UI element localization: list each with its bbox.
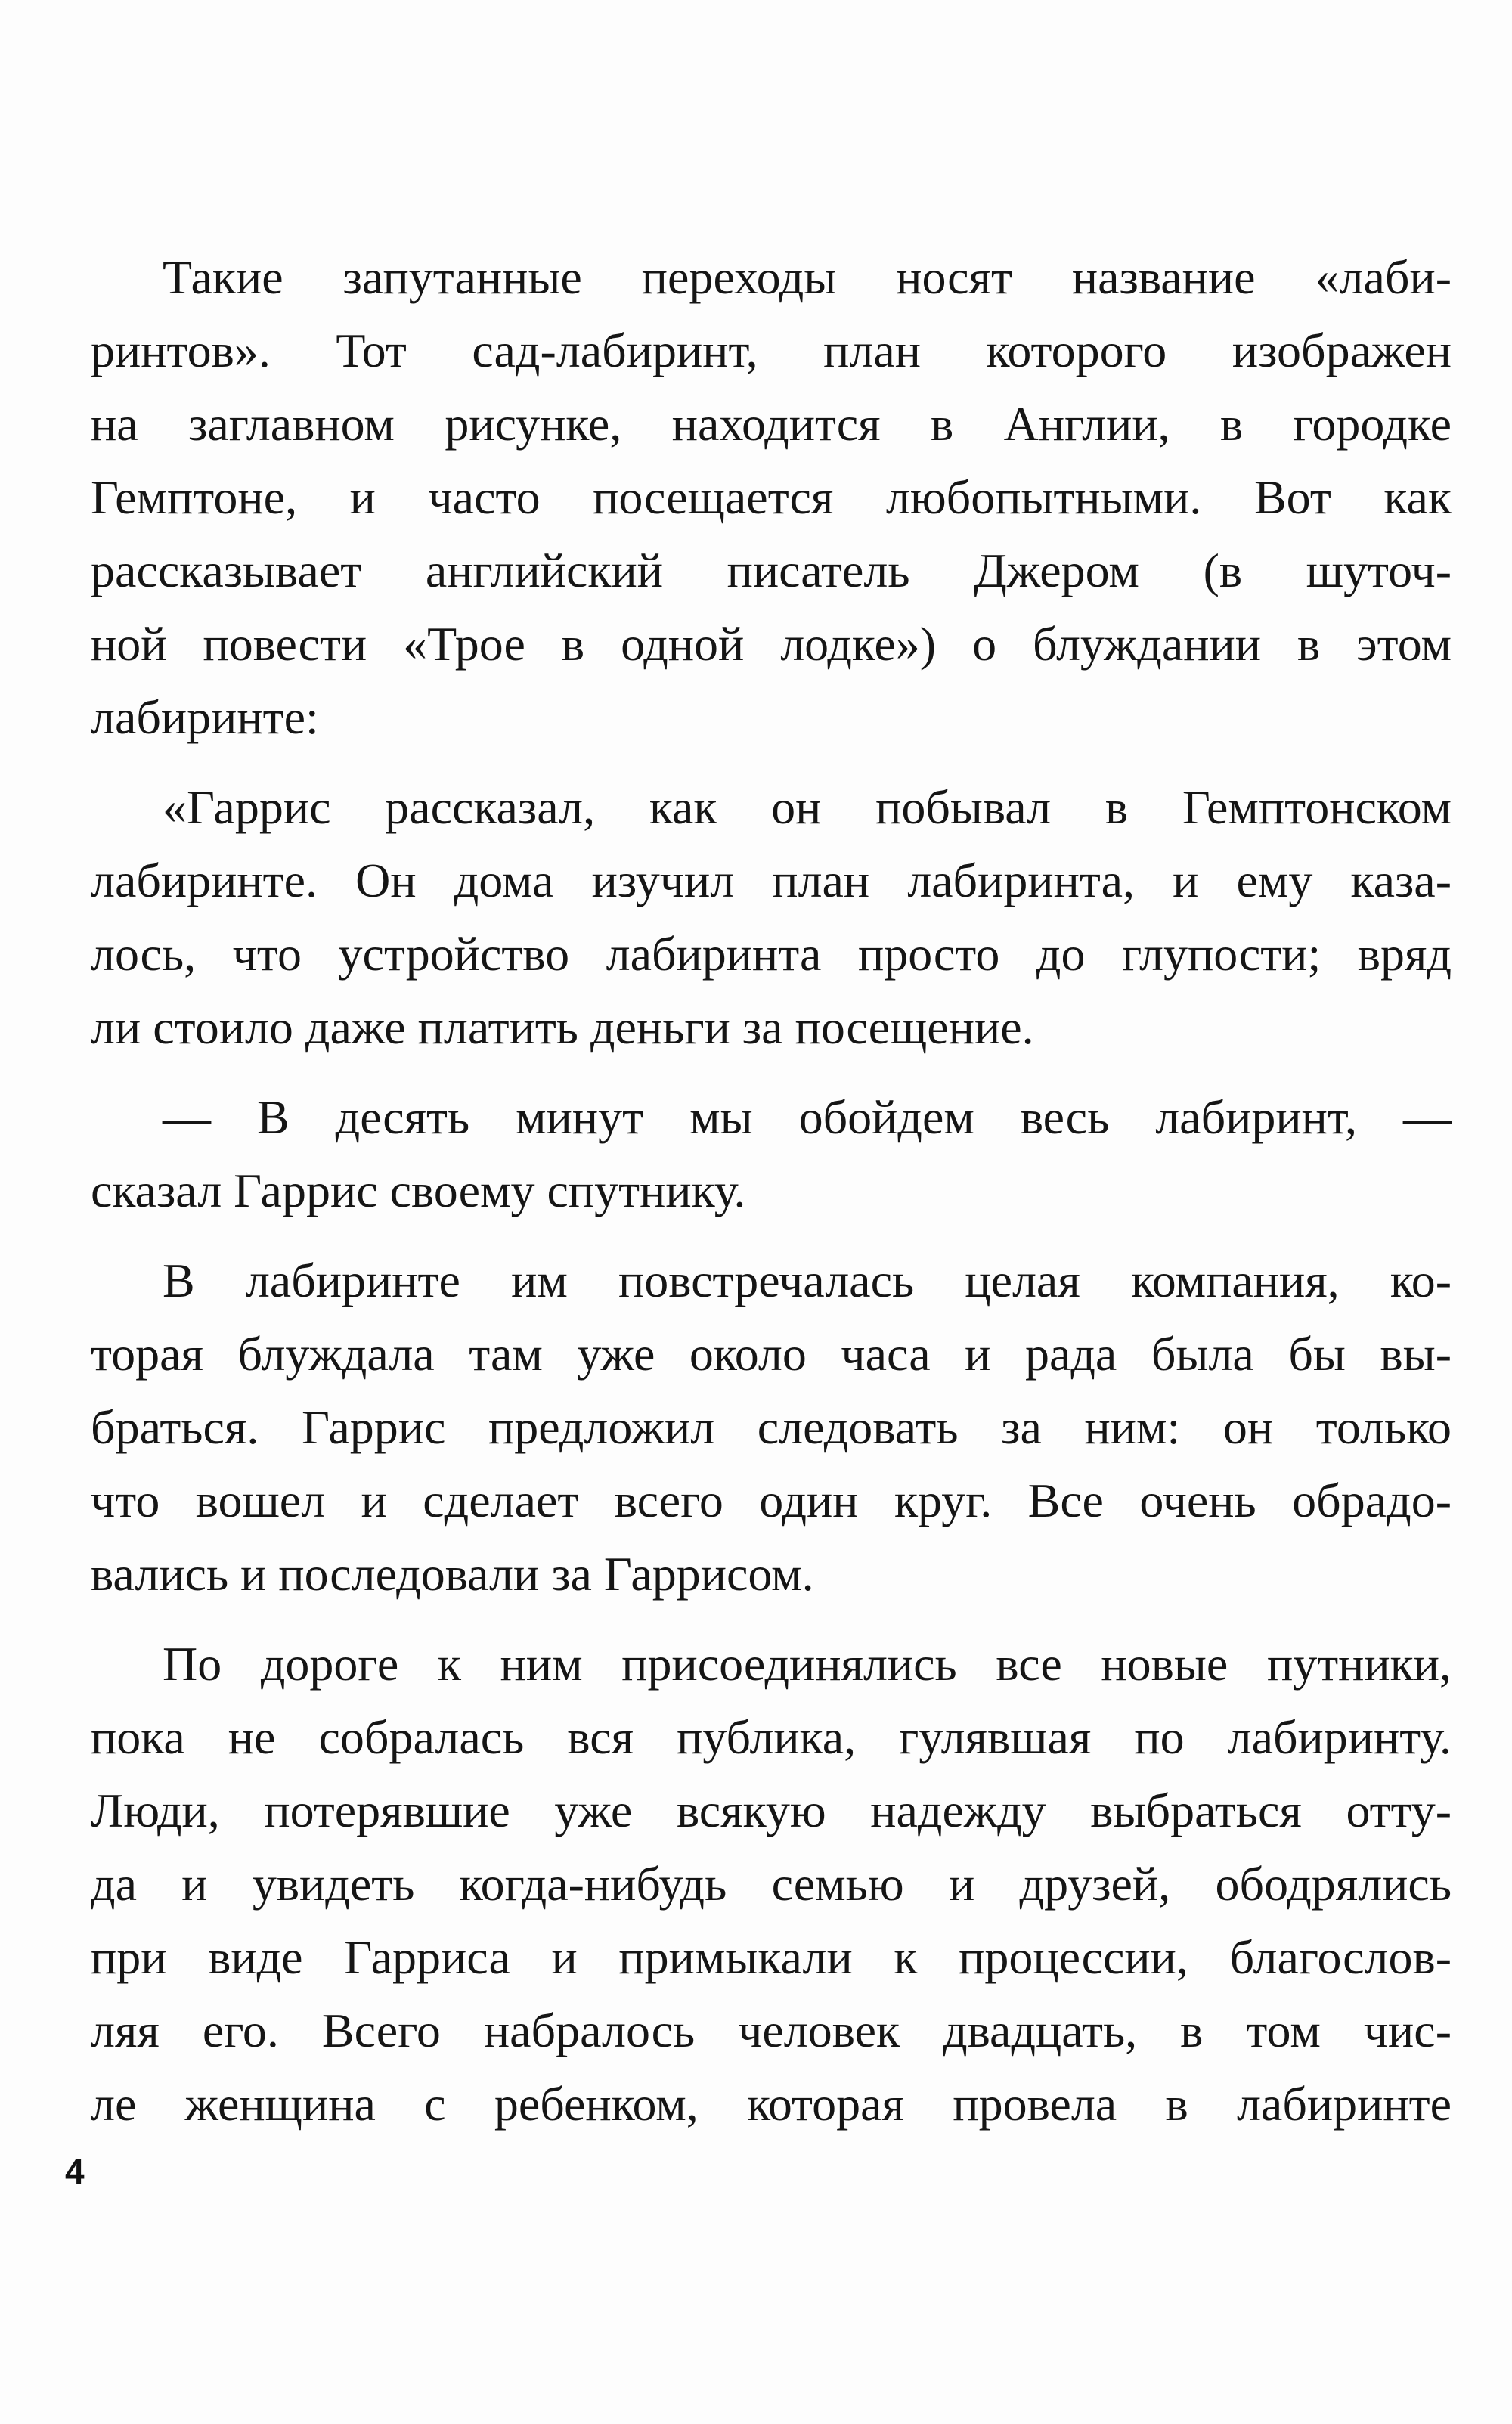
text-line: что вошел и сделает всего один круг. Все очень обрадо- [91, 1474, 1452, 1527]
text-line: Такие запутанные переходы носят название «лаби- [163, 250, 1452, 304]
text-line: ле женщина с ребенком, которая провела в лабиринте [91, 2077, 1452, 2131]
body-text [91, 240, 1452, 2140]
text-line: — В десять минут мы обойдем весь лабиринт, — [163, 1090, 1452, 1144]
text-line: пока не собралась вся публика, гулявшая по лабиринту. [91, 1710, 1452, 1764]
paragraph-gap [91, 754, 1452, 770]
text-line: ной повести «Трое в одной лодке») о блуждании в этом [91, 617, 1452, 671]
text-line: лось, что устройство лабиринта просто до глупости; вряд [91, 927, 1452, 981]
text-line: сказал Гаррис своему спутнику. [91, 1164, 746, 1217]
paragraph-gap [91, 1064, 1452, 1080]
text-line: на заглавном рисунке, находится в Англии, в городке [91, 397, 1452, 451]
text-line: рассказывает английский писатель Джером (в шуточ- [91, 544, 1452, 597]
text-line: Гемптоне, и часто посещается любопытными. Вот как [91, 470, 1452, 524]
text-line: ляя его. Всего набралось человек двадцать, в том чис- [91, 2004, 1452, 2057]
text-line: ли стоило даже платить деньги за посещение. [91, 1000, 1034, 1054]
text-line: вались и последовали за Гаррисом. [91, 1547, 814, 1601]
text-line: ринтов». Тот сад-лабиринт, план которого изображен [91, 324, 1452, 377]
page-number: 4 [65, 2152, 85, 2191]
text-line: торая блуждала там уже около часа и рада была бы вы- [91, 1327, 1452, 1381]
text-line: лабиринте. Он дома изучил план лабиринта, и ему каза- [91, 854, 1452, 907]
text-line: лабиринте: [91, 690, 319, 744]
paragraph-gap [91, 1227, 1452, 1244]
text-line: В лабиринте им повстречалась целая компания, ко- [163, 1254, 1452, 1307]
text-line: да и увидеть когда-нибудь семью и друзей, ободрялись [91, 1857, 1452, 1911]
text-line: Люди, потерявшие уже всякую надежду выбраться отту- [91, 1784, 1452, 1837]
text-line: По дороге к ним присоединялись все новые путники, [163, 1637, 1452, 1691]
text-line: «Гаррис рассказал, как он побывал в Гемптонском [163, 780, 1452, 834]
text-line: при виде Гарриса и примыкали к процессии, благослов- [91, 1930, 1452, 1984]
paragraph-gap [91, 1610, 1452, 1627]
text-line: браться. Гаррис предложил следовать за ним: он только [91, 1400, 1452, 1454]
